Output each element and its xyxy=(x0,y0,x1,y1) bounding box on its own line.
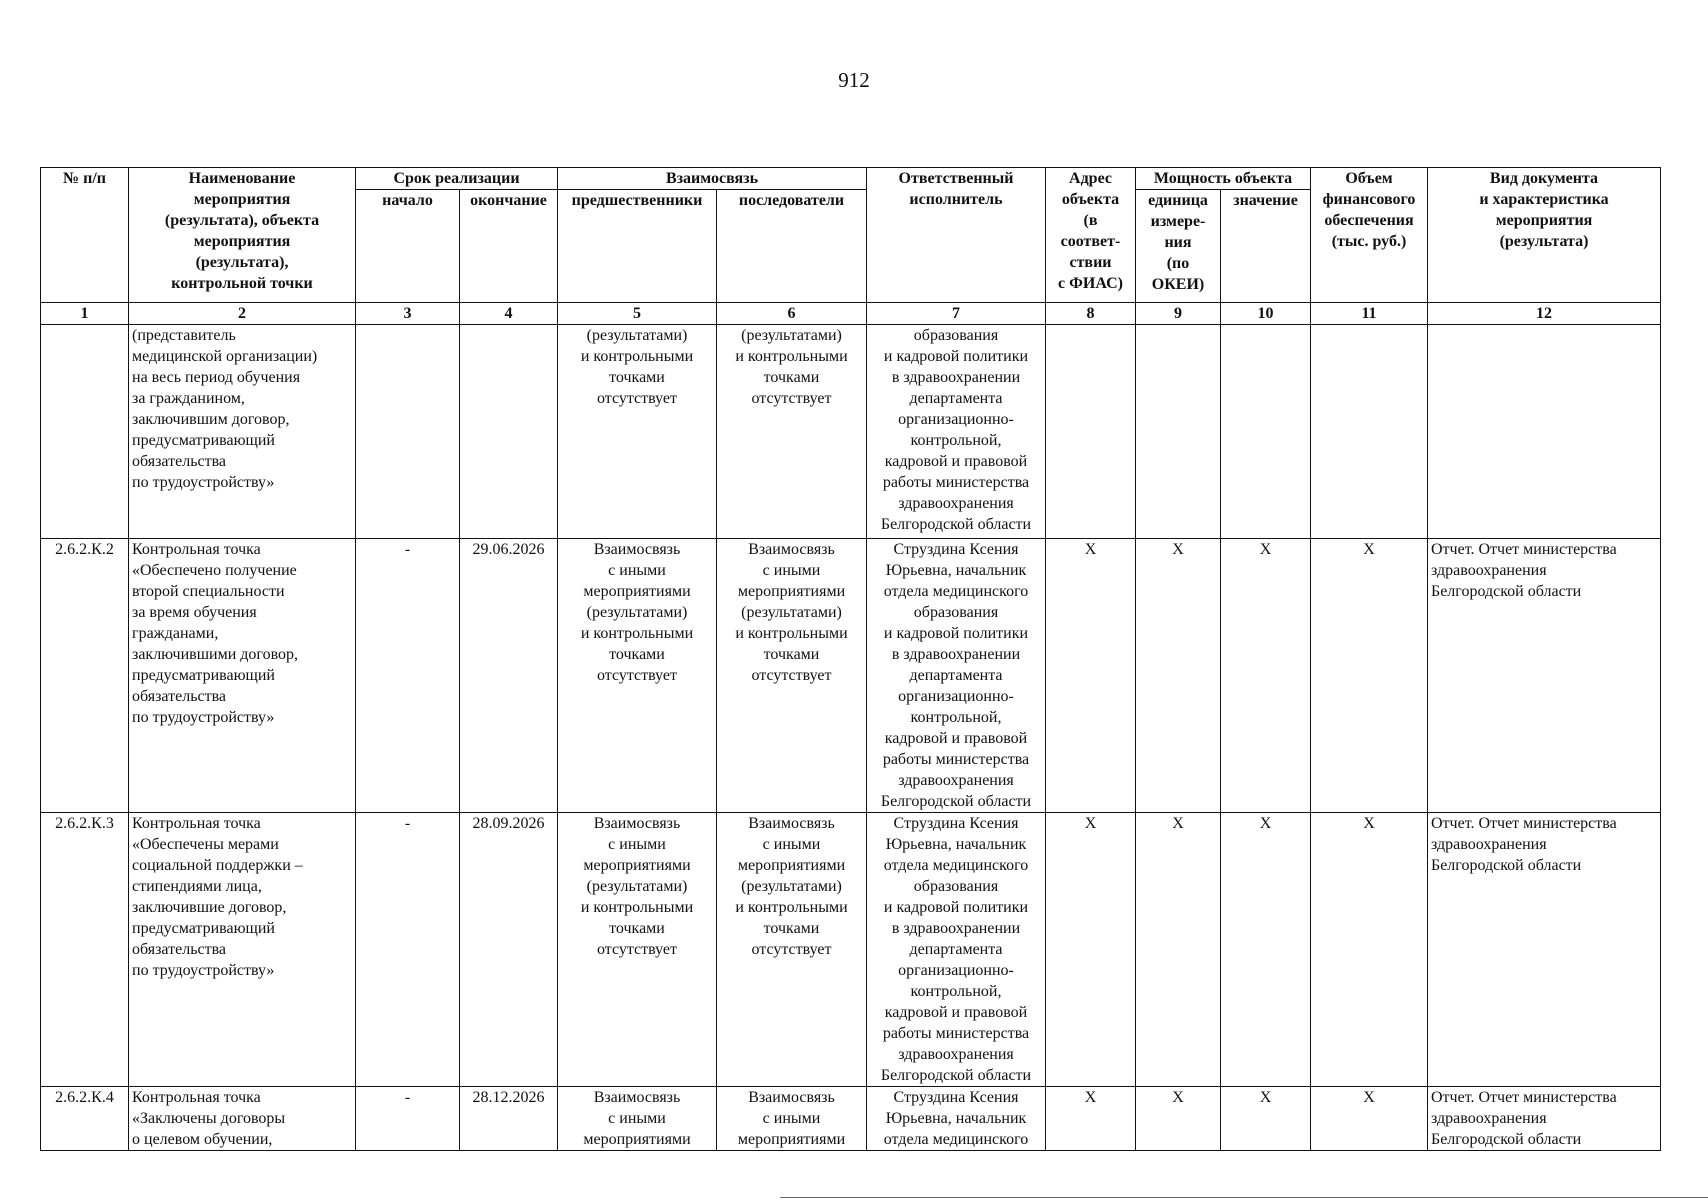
text-line: точками xyxy=(609,369,665,386)
table-row xyxy=(41,1087,1661,1151)
text-line: (результата), объекта xyxy=(164,212,320,229)
text-line: (результатами) xyxy=(741,604,842,621)
text-line: по трудоустройству» xyxy=(132,962,275,979)
text-line: (результатами) xyxy=(586,604,688,621)
row-predecessors xyxy=(558,813,717,1087)
column-numbers-row xyxy=(41,303,1661,325)
row-successors xyxy=(717,813,867,1087)
text-line: ния xyxy=(1164,234,1192,251)
text-line: в здравоохранении xyxy=(891,920,1021,937)
text-line: отсутствует xyxy=(751,941,832,958)
table-row xyxy=(41,325,1661,539)
text-line: отсутствует xyxy=(596,390,678,407)
text-line: Струздина Ксения xyxy=(893,815,1019,832)
text-line: мероприятия xyxy=(193,233,291,250)
row-value: X xyxy=(1221,813,1311,1087)
text-line: обязательства xyxy=(132,941,227,958)
text-line: Белгородской области xyxy=(880,793,1032,810)
text-line: «Обеспечено получение xyxy=(132,562,297,579)
text-line: о целевом обучении, xyxy=(132,1131,273,1148)
header-period: Срок реализации xyxy=(356,168,558,190)
row-name xyxy=(129,1087,356,1151)
text-line: мероприятия xyxy=(1495,212,1593,229)
row-start: - xyxy=(356,813,460,1087)
text-line: точками xyxy=(609,646,665,663)
text-line: Ответственный xyxy=(898,170,1014,187)
text-line: кадровой и правовой xyxy=(884,1004,1028,1021)
text-line: образования xyxy=(913,604,999,621)
text-line: отдела медицинского xyxy=(883,583,1029,600)
row-predecessors xyxy=(558,539,717,813)
header-doc-type xyxy=(1428,168,1661,303)
text-line: предусматривающий xyxy=(132,432,275,449)
text-line: точками xyxy=(763,369,820,386)
text-line: и кадровой политики xyxy=(883,899,1029,916)
text-line: Белгородской области xyxy=(880,516,1032,533)
text-line: кадровой и правовой xyxy=(884,730,1028,747)
scan-edge-line xyxy=(780,1197,1708,1198)
text-line: Вид документа xyxy=(1489,170,1599,187)
row-finance xyxy=(1311,325,1428,539)
row-number: 2.6.2.К.3 xyxy=(41,813,129,1087)
text-line: Взаимосвязь xyxy=(748,541,835,558)
text-line: с иными xyxy=(762,1110,821,1127)
row-start xyxy=(356,325,460,539)
text-line: Взаимосвязь xyxy=(593,541,681,558)
row-number: 2.6.2.К.4 xyxy=(41,1087,129,1151)
text-line: социальной поддержки – xyxy=(132,857,303,874)
text-line: Объем xyxy=(1345,170,1393,187)
text-line: в здравоохранении xyxy=(891,646,1021,663)
header-unit xyxy=(1136,190,1221,303)
row-successors xyxy=(717,1087,867,1151)
row-end: 28.12.2026 xyxy=(460,1087,558,1151)
column-number: 3 xyxy=(356,303,460,325)
text-line: в здравоохранении xyxy=(891,369,1021,386)
text-line: измере- xyxy=(1150,213,1206,230)
text-line: и характеристика xyxy=(1479,191,1609,208)
row-executor xyxy=(867,1087,1046,1151)
row-finance: X xyxy=(1311,539,1428,813)
text-line: (результата) xyxy=(1499,233,1589,250)
text-line: мероприятиями xyxy=(737,583,846,600)
text-line: Струздина Ксения xyxy=(893,541,1019,558)
row-doc-type xyxy=(1428,813,1661,1087)
text-line: здравоохранения xyxy=(898,772,1014,789)
row-unit: X xyxy=(1136,813,1221,1087)
text-line: Взаимосвязь xyxy=(593,1089,681,1106)
row-finance: X xyxy=(1311,1087,1428,1151)
text-line: (результатами) xyxy=(741,327,842,344)
text-line: кадровой и правовой xyxy=(884,453,1028,470)
text-line: мероприятиями xyxy=(737,1131,846,1148)
text-line: обеспечения xyxy=(1324,212,1414,229)
text-line: Отчет. Отчет министерства xyxy=(1431,541,1617,558)
row-end: 28.09.2026 xyxy=(460,813,558,1087)
row-unit: X xyxy=(1136,539,1221,813)
text-line: и контрольными xyxy=(735,625,848,642)
row-value: X xyxy=(1221,539,1311,813)
text-line: Отчет. Отчет министерства xyxy=(1431,1089,1617,1106)
text-line: исполнитель xyxy=(909,191,1003,208)
text-line: работы министерства xyxy=(882,751,1030,768)
text-line: заключившим договор, xyxy=(132,411,290,428)
column-number: 12 xyxy=(1428,303,1661,325)
header-value: значение xyxy=(1221,190,1311,303)
header-end: окончание xyxy=(460,190,558,303)
column-number: 6 xyxy=(717,303,867,325)
text-line: контрольной, xyxy=(910,983,1002,1000)
row-address: X xyxy=(1046,1087,1136,1151)
text-line: организационно- xyxy=(898,962,1014,979)
text-line: (по xyxy=(1166,255,1190,272)
text-line: Белгородской области xyxy=(1431,1131,1582,1148)
activity-table xyxy=(40,167,1661,1151)
text-line: объекта xyxy=(1061,191,1120,208)
header-num xyxy=(41,168,129,303)
text-line: ствии xyxy=(1069,254,1112,271)
text-line: Отчет. Отчет министерства xyxy=(1431,815,1617,832)
text-line: и контрольными xyxy=(735,348,848,365)
text-line: обязательства xyxy=(132,688,227,705)
header-capacity: Мощность объекта xyxy=(1136,168,1311,190)
text-line: Взаимосвязь xyxy=(748,1089,835,1106)
text-line: обязательства xyxy=(132,453,227,470)
column-number: 2 xyxy=(129,303,356,325)
row-doc-type xyxy=(1428,539,1661,813)
header-successors: последователи xyxy=(717,190,867,303)
column-number: 9 xyxy=(1136,303,1221,325)
text-line: контрольной точки xyxy=(171,275,313,292)
column-number: 5 xyxy=(558,303,717,325)
text-line: и кадровой политики xyxy=(883,348,1029,365)
text-line: по трудоустройству» xyxy=(132,709,275,726)
text-line: № п/п xyxy=(63,170,106,187)
text-line: и контрольными xyxy=(580,348,694,365)
row-value xyxy=(1221,325,1311,539)
column-number: 1 xyxy=(41,303,129,325)
page-number: 912 xyxy=(838,68,870,92)
text-line: департамента xyxy=(909,390,1003,407)
text-line: здравоохранения xyxy=(1431,562,1547,579)
text-line: работы министерства xyxy=(882,1025,1030,1042)
row-predecessors xyxy=(558,325,717,539)
text-line: и контрольными xyxy=(580,899,694,916)
text-line: с ФИАС) xyxy=(1058,275,1123,292)
text-line: отдела медицинского xyxy=(883,857,1029,874)
text-line: Юрьевна, начальник xyxy=(885,562,1027,579)
text-line: контрольной, xyxy=(910,709,1002,726)
text-line: отсутствует xyxy=(751,390,832,407)
text-line: ОКЕИ) xyxy=(1151,276,1205,293)
text-line: финансового xyxy=(1322,191,1416,208)
text-line: (в xyxy=(1083,212,1098,229)
text-line: здравоохранения xyxy=(1431,1110,1547,1127)
row-unit xyxy=(1136,325,1221,539)
text-line: с иными xyxy=(608,836,666,853)
text-line: и кадровой политики xyxy=(883,625,1029,642)
text-line: предусматривающий xyxy=(132,920,275,937)
text-line: Взаимосвязь xyxy=(593,815,681,832)
text-line: отсутствует xyxy=(596,667,678,684)
column-number: 7 xyxy=(867,303,1046,325)
row-value: X xyxy=(1221,1087,1311,1151)
text-line: Контрольная точка xyxy=(132,541,261,558)
header-relation: Взаимосвязь xyxy=(558,168,867,190)
text-line: Белгородской области xyxy=(1431,857,1582,874)
text-line: Юрьевна, начальник xyxy=(885,836,1027,853)
header-executor xyxy=(867,168,1046,303)
table-body xyxy=(41,325,1661,1151)
text-line: (результатами) xyxy=(586,327,688,344)
text-line: (результата), xyxy=(195,254,289,271)
row-end xyxy=(460,325,558,539)
text-line: и контрольными xyxy=(735,899,848,916)
text-line: работы министерства xyxy=(882,474,1030,491)
text-line: отдела медицинского xyxy=(883,1131,1029,1148)
text-line: второй специальности xyxy=(132,583,285,600)
text-line: «Заключены договоры xyxy=(132,1110,286,1127)
row-address: X xyxy=(1046,813,1136,1087)
row-predecessors xyxy=(558,1087,717,1151)
table-row xyxy=(41,539,1661,813)
text-line: по трудоустройству» xyxy=(132,474,275,491)
text-line: мероприятия xyxy=(193,191,291,208)
text-line: предусматривающий xyxy=(132,667,275,684)
row-doc-type xyxy=(1428,325,1661,539)
text-line: здравоохранения xyxy=(898,495,1014,512)
text-line: департамента xyxy=(909,941,1003,958)
text-line: за время обучения xyxy=(132,604,257,621)
row-doc-type xyxy=(1428,1087,1661,1151)
row-number: 2.6.2.К.2 xyxy=(41,539,129,813)
text-line: мероприятиями xyxy=(737,857,846,874)
text-line: мероприятиями xyxy=(583,1131,691,1148)
text-line: и контрольными xyxy=(580,625,694,642)
text-line: с иными xyxy=(762,562,821,579)
row-successors xyxy=(717,325,867,539)
row-number xyxy=(41,325,129,539)
text-line: Адрес xyxy=(1069,170,1112,187)
row-start: - xyxy=(356,539,460,813)
row-address: X xyxy=(1046,539,1136,813)
row-name xyxy=(129,813,356,1087)
table-header xyxy=(41,168,1661,325)
text-line: Взаимосвязь xyxy=(748,815,835,832)
text-line: Белгородской области xyxy=(880,1067,1032,1084)
text-line: Струздина Ксения xyxy=(893,1089,1019,1106)
row-executor xyxy=(867,325,1046,539)
text-line: мероприятиями xyxy=(583,583,691,600)
text-line: мероприятиями xyxy=(583,857,691,874)
text-line: Контрольная точка xyxy=(132,815,261,832)
header-address xyxy=(1046,168,1136,303)
column-number: 8 xyxy=(1046,303,1136,325)
header-start: начало xyxy=(356,190,460,303)
text-line: с иными xyxy=(762,836,821,853)
text-line: точками xyxy=(763,646,820,663)
header-finance xyxy=(1311,168,1428,303)
text-line: с иными xyxy=(608,562,666,579)
text-line: «Обеспечены мерами xyxy=(132,836,279,853)
row-end: 29.06.2026 xyxy=(460,539,558,813)
text-line: соответ- xyxy=(1060,233,1121,250)
text-line: заключившие договор, xyxy=(132,899,287,916)
text-line: (результатами) xyxy=(741,878,842,895)
header-name xyxy=(129,168,356,303)
row-unit: X xyxy=(1136,1087,1221,1151)
text-line: Юрьевна, начальник xyxy=(885,1110,1027,1127)
row-address xyxy=(1046,325,1136,539)
text-line: (результатами) xyxy=(586,878,688,895)
column-number: 4 xyxy=(460,303,558,325)
text-line: точками xyxy=(763,920,820,937)
text-line: отсутствует xyxy=(751,667,832,684)
text-line: гражданами, xyxy=(132,625,219,642)
text-line: медицинской организации) xyxy=(132,348,318,365)
text-line: контрольной, xyxy=(910,432,1002,449)
text-line: единица xyxy=(1148,192,1208,209)
row-start: - xyxy=(356,1087,460,1151)
text-line: заключившими договор, xyxy=(132,646,299,663)
row-executor xyxy=(867,539,1046,813)
text-line: образования xyxy=(913,327,999,344)
text-line: (представитель xyxy=(132,327,236,344)
text-line: организационно- xyxy=(898,688,1014,705)
text-line: здравоохранения xyxy=(898,1046,1014,1063)
row-successors xyxy=(717,539,867,813)
row-name xyxy=(129,539,356,813)
row-finance: X xyxy=(1311,813,1428,1087)
header-predecessors: предшественники xyxy=(558,190,717,303)
text-line: за гражданином, xyxy=(132,390,245,407)
text-line: организационно- xyxy=(898,411,1014,428)
row-executor xyxy=(867,813,1046,1087)
text-line: отсутствует xyxy=(596,941,678,958)
column-number: 11 xyxy=(1311,303,1428,325)
table-row xyxy=(41,813,1661,1087)
text-line: (тыс. руб.) xyxy=(1331,233,1407,250)
text-line: департамента xyxy=(909,667,1003,684)
text-line: с иными xyxy=(608,1110,666,1127)
text-line: Белгородской области xyxy=(1431,583,1582,600)
text-line: здравоохранения xyxy=(1431,836,1547,853)
text-line: стипендиями лица, xyxy=(132,878,262,895)
text-line: Контрольная точка xyxy=(132,1089,261,1106)
row-name xyxy=(129,325,356,539)
text-line: Наименование xyxy=(188,170,296,187)
text-line: на весь период обучения xyxy=(132,369,301,386)
text-line: точками xyxy=(609,920,665,937)
column-number: 10 xyxy=(1221,303,1311,325)
text-line: образования xyxy=(913,878,999,895)
